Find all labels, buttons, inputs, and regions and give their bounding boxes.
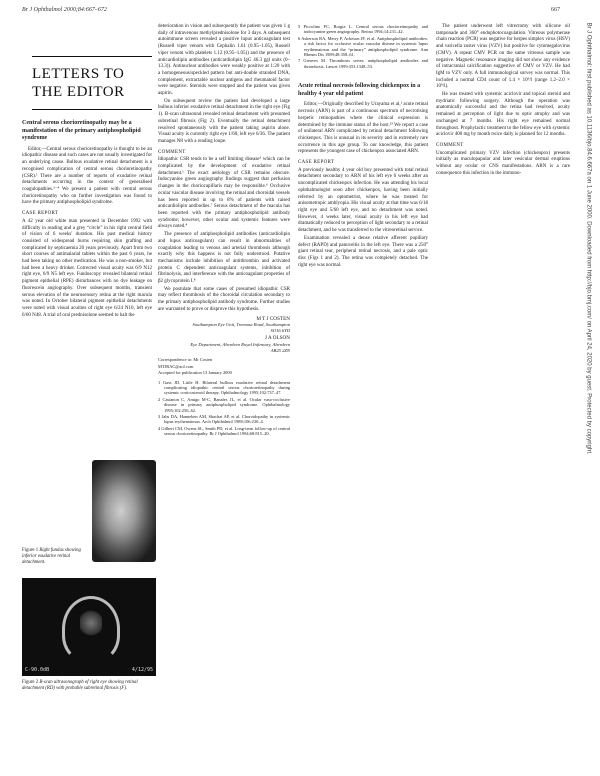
article1-case-heading: CASE REPORT — [22, 211, 59, 217]
figure-1-caption — [22, 548, 88, 565]
article2-case-p1: A previously healthy 4 year old boy presented with total retinal detachment secondary to ARN of his left eye 6 weeks after an uncomplicated chickenpox infection. He was attending his local ophthalmologist soon after chickenpox, having been initially referred by an optometrist, where he was treated for anisometropic amblyopia. His visual acuity at that time was 6/18 right eye and 5/60 left eye, and no detachment was noted. However, 4 weeks later, visual acuity in his left eye had dramatically reduced to perception of light secondary to a retinal detachment, and he was transferred to the vitreoretinal service. — [298, 167, 428, 234]
figure-2-bscan-image — [22, 578, 156, 676]
bscan-sweep — [80, 608, 102, 638]
bscan-gain-label: C-90.0dB — [25, 667, 50, 673]
author-1: M T J COSTEN — [256, 315, 290, 322]
letters-title-line1: LETTERS TO — [32, 66, 125, 82]
email: MTJRAC@aol.com — [158, 363, 194, 369]
reference-item: 3 Jabs DA, Hanneken AM, Shachat AP, et al. Choroidopathy in systemic lupus erythematosus. Arch Ophthalmol 1988;106:230–4. — [158, 413, 290, 425]
journal-header: Br J Ophthalmol 2000;84:667–672 — [22, 7, 107, 13]
affiliation-1-line2: SO16 6YD — [270, 327, 290, 333]
side-note — [584, 24, 596, 769]
letters-banner — [32, 56, 152, 110]
references-list-b — [298, 24, 428, 69]
article1-col2-p1: deterioration in vision and subsequently the patient was given 1 g daily of intravenous methylprednisolone for 3 days. A subsequent autoimmune screen revealed a positive lupus anticoagulant test (Russell viper venom with Cephalin 1.61 (0.95–1.05), Russell viper venom with platelets 1.12 (0.95–1.05)) and the presence of anticardiolipin antibodies (anticardiolipin IgG 46.3 ggl units (0–13.3)). Antinuclear antibodies were weakly positive at 1:20 with a homogeneous/speckled pattern but anti-double stranded DNA, complement, extractable nuclear antigens and rheumatoid factor were negative. Steroids were stopped and the patient was given aspirin. — [158, 24, 290, 97]
affiliation-2-line1: Eye Department, Aberdeen Royal Infirmary, Aberdeen — [190, 342, 290, 348]
letters-title-line2: THE EDITOR — [32, 84, 125, 100]
figure-1-fundus-image — [92, 460, 156, 562]
figure-1-text: Right fundus showing inferior exudative retinal detachment. — [22, 548, 81, 565]
side-note-text: Br J Ophthalmol: first published as 10.1136/bjo.84.6.667a on 1 June 2000. Downloaded from http://bjo.bmj.com/ on April 24, 2020 by guest. Protected by copyright. — [585, 22, 592, 455]
article1-title: Central serous chorioretinopathy may be a manifestation of the primary antiphospholipid syndrome — [22, 120, 141, 142]
bscan-date-label: 4/12/95 — [131, 667, 153, 673]
references-list-a — [158, 380, 290, 437]
article1-comment-p3: We postulate that some cases of presumed idiopathic CSR may reflect thrombosis of the choroidal circulation secondary to the primary antiphospholipid antibody syndrome. Further studies are warranted to prove or disprove this hypothesis. — [158, 286, 290, 312]
article2-case-p2: Examination revealed a dense relative afferent pupillary defect (RAPD) and panuveitis in the left eye. There was a 250° giant retinal tear, peripheral retinal necrosis, and a pale optic disc (Figs 1 and 2). The retina was completely detached. The right eye was normal. — [298, 235, 428, 268]
correspondence: Correspondence to: Mr Costen — [158, 357, 213, 363]
column-4 — [436, 24, 570, 178]
column-3 — [298, 24, 428, 270]
correspondence-block — [158, 357, 290, 375]
page-number: 667 — [551, 7, 560, 13]
article2-intro: Editor,—Originally described by Urayama et al,¹ acute retinal necrosis (ARN) is part of a continuous spectrum of necrotising herpetic retinopathies where the clinical expression is determined by the immune status of the host.²³ We report a case of unilateral ARN complicated by retinal detachment following chickenpox. This is unusual in its severity and in extremely rare occurrence in this age group. To our knowledge, this patient represents the youngest case of chickenpox associated ARN. — [298, 102, 428, 155]
figure-2-caption — [22, 680, 156, 692]
figure-2-label: Figure 2 — [22, 680, 39, 685]
reference-item: 2 Castanon C, Amigo M-C, Banales JL, et al. Ocular vaso-occlusive disease in primary antiphospholipid syndrome. Ophthalmology 1995;102:256–62. — [158, 396, 290, 413]
column-2 — [158, 24, 290, 438]
article2-comment-heading: COMMENT — [436, 142, 464, 148]
article2-case-p4: He was treated with systemic aciclovir and topical steroid and mydriatic following surgery. Although the operation was anatomically successful and the retina had resolved, acuity remained at perception of light due to optic atrophy and was unchanged at 7 months. His right eye remained normal throughout. Prophylactic treatment to the fellow eye with systemic aciclovir 400 mg by mouth twice daily is planned for 12 months. — [436, 92, 570, 138]
reference-item: 4 Gilbert CM, Owens SL, Smith PD, et al. Long-term follow-up of central serous chorioretinopathy. Br J Ophthalmol 1984;68:815–20. — [158, 425, 290, 437]
figure-1-label: Figure 1 — [22, 548, 39, 553]
figure-2-text: B-scan ultrasonograph of right eye showing retinal detachment (RD) with probable subretinal fibrosis (F). — [22, 680, 138, 691]
reference-item: 7 Greaves M. Thrombosis series: antiphospholipid antibodies and thrombosis. Lancet 1999;353:1348–53. — [298, 58, 428, 69]
reference-item: 5 Piccolino FC, Borgia L. Central serous chorioretinopathy and indocyanine green angiography. Retina 1994;14:231–42. — [298, 24, 428, 35]
article1-comment-p2: The presence of antiphospholipid antibodies (anticardiolipin and lupus anticoagulant) can result in abnormalities of coagulation leading to venous and arterial thrombosis although exactly why this happens is not fully understood. Putative mechanisms include inhibition of antithrombin and activated protein C dependent anticoagulant systems, inhibition of fibrinolysis, and interference with the anticoagulant properties of β2 glycoprotein I.⁸ — [158, 232, 290, 285]
column-1 — [22, 24, 152, 320]
article2-comment-p1: Uncomplicated primary VZV infection (chickenpox) presents initially as maculopapular and later vesicular dermal eruptions without any ocular or CNS manifestations. ARN is a rare consequence this infection in the immuno- — [436, 150, 570, 176]
article1-case-p1: A 42 year old white man presented in December 1992 with difficulty in reading and a grey “circle” in his right central field of vision of 6 weeks' duration. His past medical history consisted of widespread burns requiring skin grafting and complicated by septicaemia 20 years previously. Apart from two short courses of antimalarial tablets within the past 6 years, he had been taking no other medication. He was a non-smoker, but had been a heavy drinker. Corrected visual acuity was 6/9 N12 right eye, 6/9 N5 left eye. Fundoscopy revealed bilateral retinal pigment epithelial (RPE) disturbances with no dye leakage on fluorescein angiography. Over subsequent months, transient serous elevation of the neurosensory retina at the right macula was noted. In October bilateral pigment epithelial detachments were noted with visual acuities of right eye 6/24 N10, left eye 6/60 N48. A trial of oral prednisolone seemed to halt the — [22, 218, 152, 318]
affiliation-1-line1: Southampton Eye Unit, Tremona Road, Southampton — [192, 322, 290, 328]
affiliation-2-line2: AB25 2ZN — [270, 347, 290, 353]
reference-item: 6 Asherson RA, Merry P, Acheson JF, et al. Antiphospholipid antibodies: a risk factor for occlusive ocular vascular disease in systemic lupus erythematosus and the “primary” antiphospholipid syndrome. Ann Rheum Dis 1989;48:358–61. — [298, 35, 428, 58]
article2-title: Acute retinal necrosis following chickenpox in a healthy 4 year old patient — [298, 83, 421, 97]
reference-item: 1 Gass JD, Little H. Bilateral bullous exudative retinal detachment complicating idiopathic central serous chorioretinopathy during systemic corticosteroid therapy. Ophthalmology 1995;102:737–47. — [158, 379, 290, 396]
article2-case-heading: CASE REPORT — [298, 160, 335, 166]
article1-comment-heading: COMMENT — [158, 149, 186, 155]
author-2: J A OLSON — [264, 335, 290, 342]
article2-case-p3: The patient underwent left vitrectomy with silicone oil tamponade and 360° endophotocoagulation. Vitreous polymerase chain reaction (PCR) was negative for herpes simplex virus (HSV) and varicella zoster virus (VZV) but positive for cytomegalovirus (CMV). A repeat CMV PCR on the same vitreous sample was negative. Magnetic resonance imaging did not show any evidence of intracranial calcification suggestive of CMV or VZV. He had IgM to VZV only. A full immunological survey was normal. This included a normal CD4 count of 1.4 × 10⁹/l (range 1.2–2.0 × 10⁹/l). — [436, 24, 570, 90]
article1-comment-p1: Idiopathic CSR tends to be a self limiting disease⁵ which can be complicated by the development of exudative retinal detachment.¹ The exact aetiology of CSR remains obscure. Indocyanine green angiography findings suggest that perfusion changes in the choriocapillaris may be responsible.⁶ Occlusive ocular vascular disease involving the retinal and choroidal vessels has been reported in up to 8% of patients with raised anticardiolipin antibodies.⁷ Serous detachment of the macula has been reported with the primary antiphospholipid antibody syndrome; however, other ocular and systemic features were always noted.⁴ — [158, 157, 290, 230]
accepted-date: Accepted for publication 13 January 2000 — [158, 370, 232, 376]
article1-col2-p2: On subsequent review the patient had developed a large bullous inferior exudative retinal detachment in the right eye (Fig 1). B-scan ultrasound revealed retinal detachment with presumed subretinal fibrosis (Fig 2). Eventually the retinal detachment resolved spontaneously with the patient taking aspirin alone. Visual acuity is currently right eye 1/60, left eye 6/36. The patient manages N8 with a reading loupe. — [158, 98, 290, 144]
article1-intro: Editor,—Central serous chorioretinopathy is thought to be an idiopathic disease and such cases are not usually investigated for an underlying cause. Bullous exudative retinal detachment is a recognised complication of central serous chorioretinopathy (CSR).¹ There are a number of reports of exudative retinal detachments occurring in the context of generalised coagulopathies.²⁻⁴ We present a patient with central serous chorioretinopathy who on further investigation was found to have the primary antiphospholipid syndrome. — [22, 146, 152, 206]
